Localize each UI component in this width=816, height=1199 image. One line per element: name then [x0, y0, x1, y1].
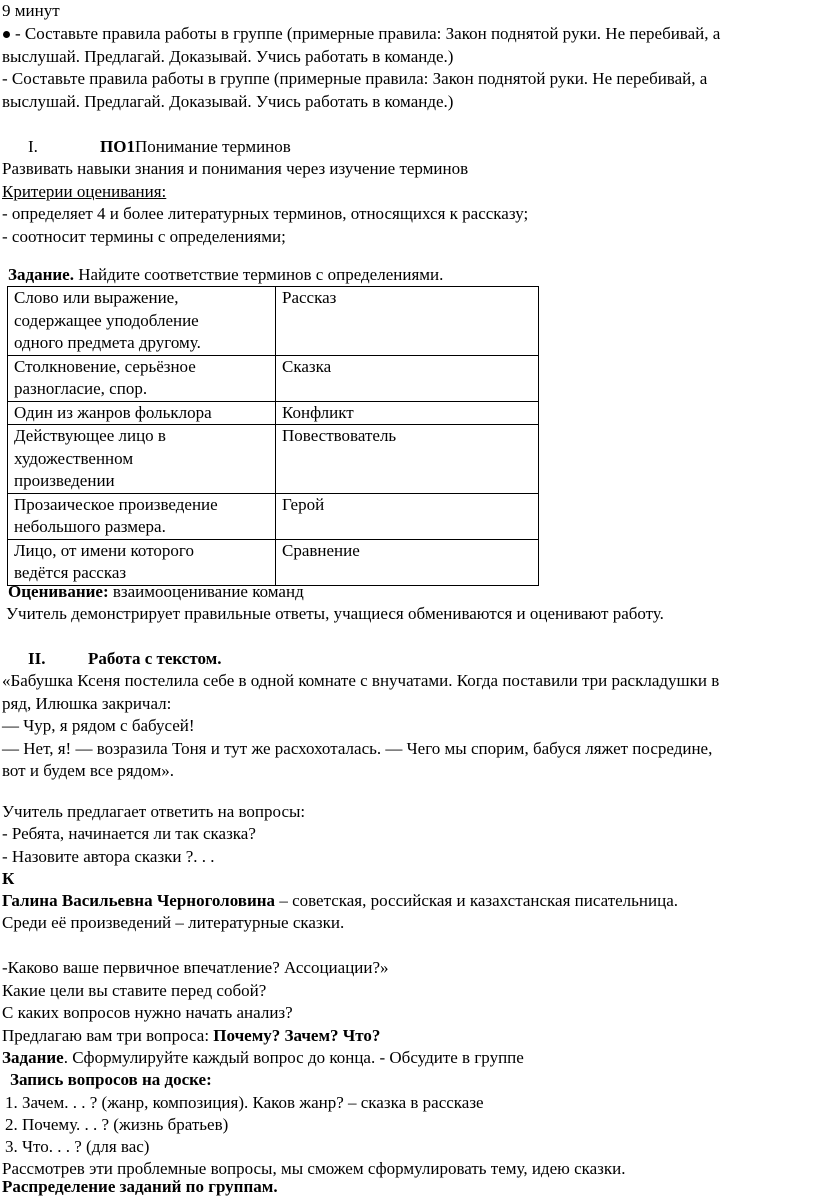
- distribution: Распределение заданий по группам.: [2, 1177, 278, 1196]
- section1-heading: I. ПО1Понимание терминов: [28, 137, 291, 156]
- author-works: Среди её произведений – литературные сказки.: [2, 913, 345, 932]
- terms-table: [7, 286, 539, 586]
- table-row: [8, 493, 539, 539]
- conclusion: Рассмотрев эти проблемные вопросы, мы сможем сформулировать тему, идею сказки.: [2, 1159, 626, 1178]
- board-item: 3. Что. . . ? (для вас): [5, 1137, 150, 1156]
- rules-line: выслушай. Предлагай. Доказывай. Учись работать в команде.): [2, 47, 454, 66]
- definition-cell: Лицо, от имени которого ведётся рассказ: [8, 539, 276, 585]
- table-row: [8, 287, 539, 356]
- author-line: Галина Васильевна Черноголовина – советская, российская и казахстанская писательница.: [2, 891, 679, 910]
- bullet-icon: [3, 31, 10, 38]
- time-note: 9 минут: [2, 1, 60, 20]
- letter-k: К: [2, 869, 15, 888]
- start-question: С каких вопросов нужно начать анализ?: [2, 1003, 293, 1022]
- table-row: [8, 539, 539, 585]
- section1-code: ПО1: [100, 137, 135, 156]
- rules-line: выслушай. Предлагай. Доказывай. Учись работать в команде.): [2, 92, 454, 111]
- task2-line: Задание. Сформулируйте каждый вопрос до конца. - Обсудите в группе: [2, 1048, 524, 1067]
- table-row: [8, 425, 539, 494]
- board-label: Запись вопросов на доске:: [10, 1070, 212, 1089]
- term-cell: Герой: [276, 493, 539, 539]
- quote-line: — Чур, я рядом с бабусей!: [2, 716, 195, 735]
- criteria-item: - соотносит термины с определениями;: [2, 227, 286, 246]
- term-cell: Рассказ: [276, 287, 539, 356]
- definition-cell: Действующее лицо в художественном произведении: [8, 425, 276, 494]
- rules-line: - Составьте правила работы в группе (примерные правила: Закон поднятой руки. Не перебивай, а: [2, 69, 708, 88]
- quote-line: «Бабушка Ксеня постелила себе в одной комнате с внучатами. Когда поставили три раскладушки в: [2, 671, 720, 690]
- term-cell: Сказка: [276, 355, 539, 401]
- term-cell: Повествователь: [276, 425, 539, 494]
- term-cell: Конфликт: [276, 401, 539, 425]
- task2-label: Задание: [2, 1048, 64, 1067]
- section2-title: Работа с текстом.: [88, 649, 222, 668]
- teacher-note: Учитель демонстрирует правильные ответы, учащиеся обмениваются и оценивают работу.: [6, 604, 664, 623]
- definition-cell: Один из жанров фольклора: [8, 401, 276, 425]
- definition-cell: Прозаическое произведение небольшого размера.: [8, 493, 276, 539]
- section1-goal: Развивать навыки знания и понимания через изучение терминов: [2, 159, 469, 178]
- section2-heading: II. Работа с текстом.: [28, 649, 222, 668]
- assessment-line: Оценивание: взаимооценивание команд: [8, 582, 304, 601]
- quote-line: — Нет, я! — возразила Тоня и тут же расхохоталась. — Чего мы спорим, бабуся ляжет посредине,: [2, 739, 713, 758]
- table-row: [8, 355, 539, 401]
- three-questions: Почему? Зачем? Что?: [213, 1026, 381, 1045]
- quote-line: ряд, Илюшка закричал:: [2, 694, 172, 713]
- board-item: 2. Почему. . . ? (жизнь братьев): [5, 1115, 229, 1134]
- table-row: [8, 401, 539, 425]
- criteria-label: Критерии оценивания:: [2, 182, 167, 201]
- impression-question: -Каково ваше первичное впечатление? Ассоциации?»: [2, 958, 389, 977]
- three-questions-line: Предлагаю вам три вопроса: Почему? Зачем? Что?: [2, 1026, 381, 1045]
- teacher-questions-intro: Учитель предлагает ответить на вопросы:: [2, 802, 306, 821]
- criteria-item: - определяет 4 и более литературных терминов, относящихся к рассказу;: [2, 204, 529, 223]
- definition-cell: Столкновение, серьёзное разногласие, спор.: [8, 355, 276, 401]
- task-line: Задание. Найдите соответствие терминов с определениями.: [8, 265, 444, 284]
- term-cell: Сравнение: [276, 539, 539, 585]
- author-name: Галина Васильевна Черноголовина: [2, 891, 276, 910]
- question-item: - Ребята, начинается ли так сказка?: [2, 824, 256, 843]
- question-item: - Назовите автора сказки ?. . .: [2, 847, 215, 866]
- task-label: Задание.: [8, 265, 74, 284]
- rules-line: - Составьте правила работы в группе (примерные правила: Закон поднятой руки. Не перебивай, а: [2, 23, 720, 46]
- goals-question: Какие цели вы ставите перед собой?: [2, 981, 267, 1000]
- board-item: 1. Зачем. . . ? (жанр, композиция). Каков жанр? – сказка в рассказе: [5, 1093, 484, 1112]
- definition-cell: Слово или выражение, содержащее уподобление одного предмета другому.: [8, 287, 276, 356]
- section1-title: Понимание терминов: [134, 137, 291, 156]
- quote-line: вот и будем все рядом».: [2, 761, 174, 780]
- assessment-label: Оценивание:: [8, 582, 109, 601]
